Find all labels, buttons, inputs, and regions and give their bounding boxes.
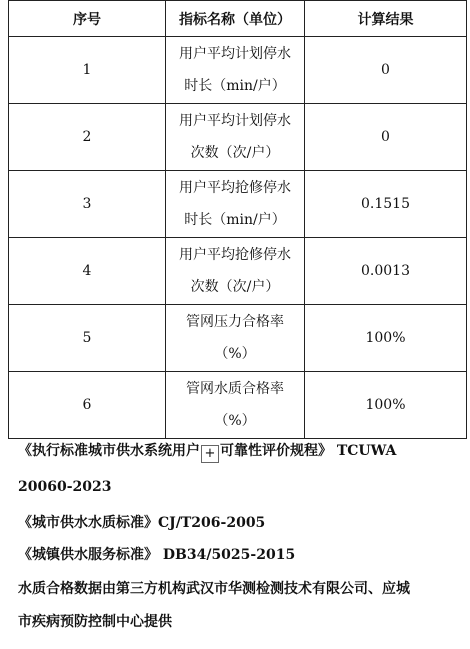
- indicator-name-line2: 次数（次/户）: [190, 145, 280, 161]
- indicator-table: [8, 0, 467, 439]
- row-result: 100%: [305, 305, 467, 372]
- table-row: [9, 171, 467, 238]
- row-index: 3: [9, 171, 166, 238]
- note-line-source-2: 市疾病预防控制中心提供: [18, 614, 172, 630]
- indicator-name-line1: 用户平均抢修停水: [179, 180, 291, 196]
- row-indicator-name: [166, 305, 305, 372]
- table-row: [9, 37, 467, 104]
- row-indicator-name: [166, 372, 305, 439]
- indicator-name-line1: 管网水质合格率: [186, 381, 284, 397]
- row-result: 0.1515: [305, 171, 467, 238]
- header-index: 序号: [9, 1, 166, 37]
- row-index: 6: [9, 372, 166, 439]
- row-index: 5: [9, 305, 166, 372]
- table-row: [9, 305, 467, 372]
- note-line-source-1: 水质合格数据由第三方机构武汉市华测检测技术有限公司、应城: [18, 581, 410, 597]
- note-line-standard-3: 《城镇供水服务标准》 DB34/5025-2015: [18, 547, 296, 563]
- row-indicator-name: [166, 37, 305, 104]
- row-index: 4: [9, 238, 166, 305]
- row-result: 0: [305, 37, 467, 104]
- row-index: 1: [9, 37, 166, 104]
- header-result: 计算结果: [305, 1, 467, 37]
- indicator-name-line1: 用户平均抢修停水: [179, 247, 291, 263]
- note-line-standard-1: [18, 440, 396, 463]
- indicator-name-line2: （%）: [214, 413, 256, 429]
- table-row: [9, 238, 467, 305]
- row-result: 0: [305, 104, 467, 171]
- note-line1-text-a: 《执行标准城市供水系统用户: [18, 443, 200, 459]
- table-row: [9, 372, 467, 439]
- row-result: 0.0013: [305, 238, 467, 305]
- plus-icon[interactable]: +: [201, 445, 219, 463]
- note-line1-text-b: 可靠性评价规程》 TCUWA: [220, 443, 397, 459]
- row-indicator-name: [166, 238, 305, 305]
- indicator-name-line1: 用户平均计划停水: [179, 113, 291, 129]
- table-row: [9, 104, 467, 171]
- row-result: 100%: [305, 372, 467, 439]
- note-line-standard-2: 《城市供水水质标准》CJ/T206-2005: [18, 515, 266, 531]
- header-indicator-name: 指标名称（单位）: [166, 1, 305, 37]
- indicator-name-line2: 时长（min/户）: [184, 78, 286, 94]
- indicator-name-line2: 次数（次/户）: [190, 279, 280, 295]
- indicator-name-line1: 用户平均计划停水: [179, 46, 291, 62]
- row-index: 2: [9, 104, 166, 171]
- indicator-name-line2: （%）: [214, 346, 256, 362]
- indicator-name-line2: 时长（min/户）: [184, 212, 286, 228]
- note-line-standard-code: 20060-2023: [18, 479, 112, 495]
- row-indicator-name: [166, 104, 305, 171]
- table-header-row: [9, 1, 467, 37]
- row-indicator-name: [166, 171, 305, 238]
- indicator-name-line1: 管网压力合格率: [186, 314, 284, 330]
